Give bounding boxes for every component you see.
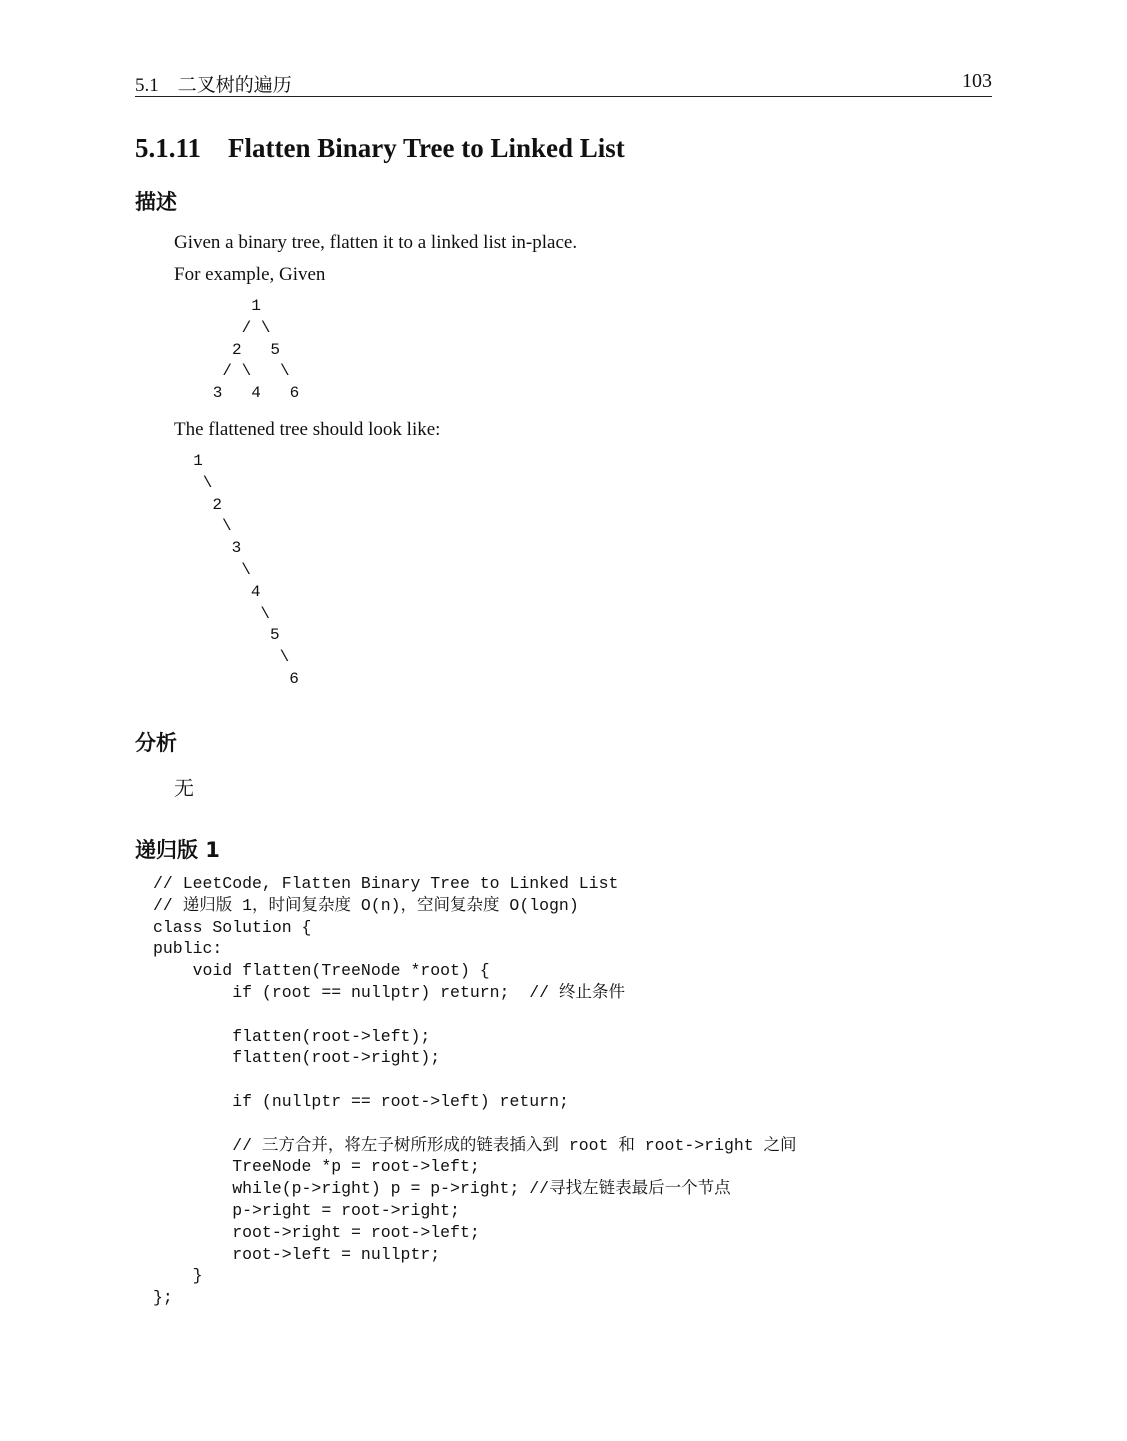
- header-section-title: 5.1 二叉树的遍历: [135, 75, 292, 96]
- description-paragraph: Given a binary tree, flatten it to a linked list in-place.: [174, 232, 578, 253]
- recursive-version-heading: 递归版 1: [135, 838, 220, 862]
- page-number: 103: [962, 70, 992, 92]
- example-intro: For example, Given: [174, 264, 326, 285]
- given-tree-diagram: 1 / \ 2 5 / \ \ 3 4 6: [212, 297, 300, 403]
- description-heading: 描述: [135, 190, 177, 214]
- running-header: [135, 70, 992, 97]
- analysis-heading: 分析: [135, 731, 177, 755]
- flattened-intro: The flattened tree should look like:: [174, 419, 441, 440]
- section-title: 5.1.11 Flatten Binary Tree to Linked List: [135, 133, 625, 163]
- flattened-tree-diagram: 1 \ 2 \ 3 \ 4 \ 5 \ 6: [193, 452, 299, 688]
- analysis-text: 无: [174, 776, 194, 800]
- code-listing: // LeetCode, Flatten Binary Tree to Linked List // 递归版 1，时间复杂度 O(n)，空间复杂度 O(logn) class Solution { public: void flatten(TreeNode *root) { if (root == nullptr) return; // 终止条件 flatten(root->left); flatten(root->right); if (nullptr == root->left) return; // 三方合并，将左子树所形成的链表插入到 root 和 root->right 之间 TreeNode *p = root->left; while(p->right) p = p->right; //寻找左链表最后一个节点 p->right = root->right; root->right = root->left; root->left = nullptr; } };: [153, 874, 797, 1308]
